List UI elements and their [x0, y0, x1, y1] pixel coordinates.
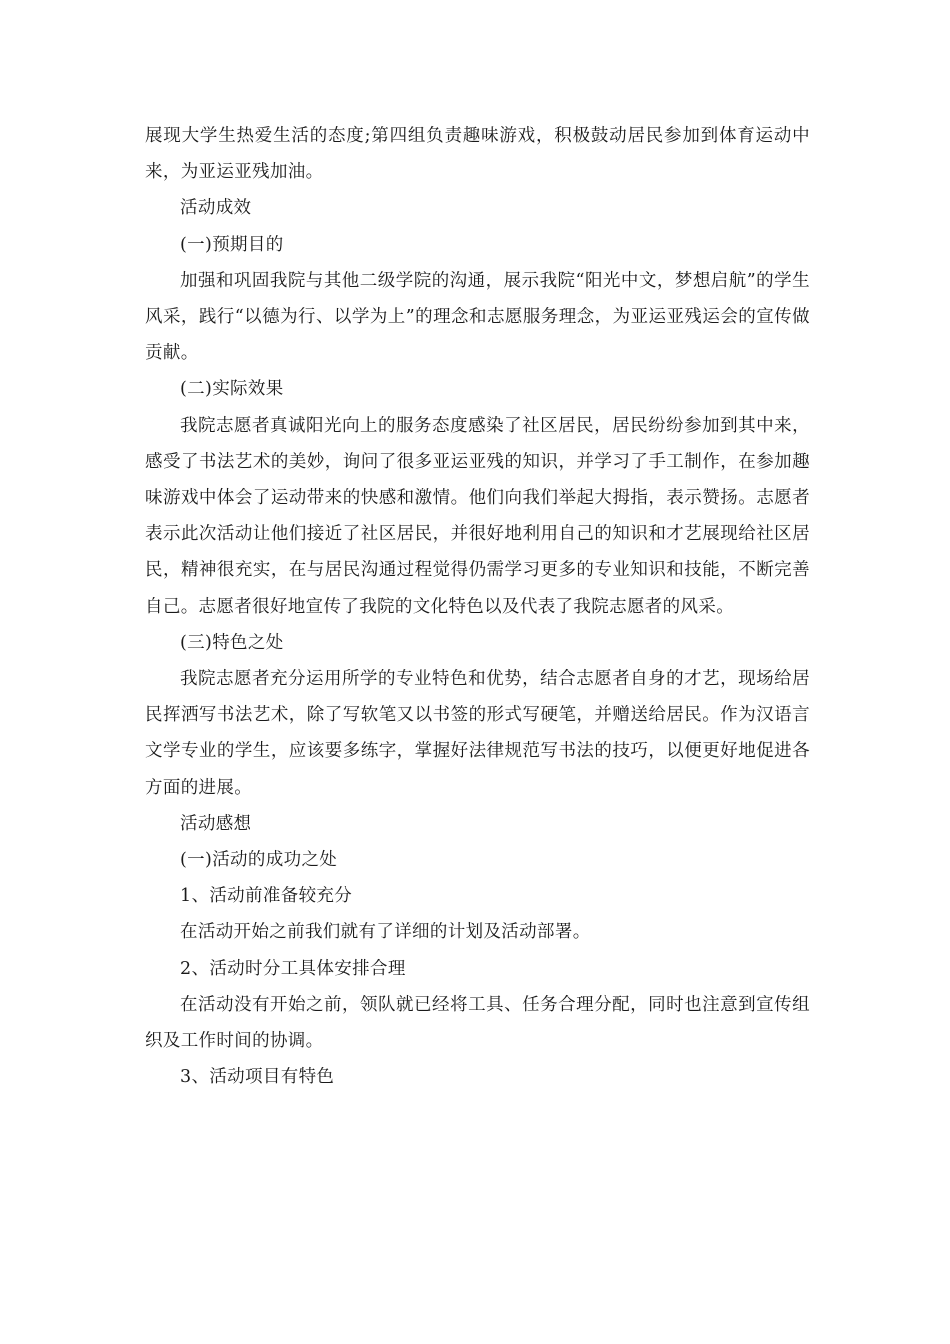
document-body: [145, 118, 810, 1095]
subheading-successes: (一)活动的成功之处: [180, 850, 338, 871]
section-heading-results: 活动成效: [180, 198, 252, 219]
list-item-1-text: 在活动开始之前我们就有了详细的计划及活动部署。: [180, 922, 591, 943]
subheading-actual-effect: (二)实际效果: [180, 379, 284, 400]
section-heading-reflections: 活动感想: [180, 813, 252, 834]
list-item-2-text: 在活动没有开始之前，领队就已经将工具、任务合理分配，同时也注意到宣传组织及工作时间的协调。: [145, 994, 810, 1052]
subheading-expected-goal: (一)预期目的: [180, 234, 284, 255]
paragraph-actual-effect: 我院志愿者真诚阳光向上的服务态度感染了社区居民，居民纷纷参加到其中来，感受了书法艺术的美妙，询问了很多亚运亚残的知识，并学习了手工制作，在参加趣味游戏中体会了运动带来的快感和激情。他们向我们举起大拇指，表示赞扬。志愿者表示此次活动让他们接近了社区居民，并很好地利用自己的知识和才艺展现给社区居民，精神很充实，在与居民沟通过程觉得仍需学习更多的专业知识和技能，不断完善自己。志愿者很好地宣传了我院的文化特色以及代表了我院志愿者的风采。: [145, 415, 810, 617]
list-item-2-heading: 2、活动时分工具体安排合理: [180, 958, 406, 979]
list-item-1-heading: 1、活动前准备较充分: [180, 886, 353, 907]
paragraph-expected-goal: 加强和巩固我院与其他二级学院的沟通，展示我院“阳光中文，梦想启航”的学生风采，践行“以德为行、以学为上”的理念和志愿服务理念，为亚运亚残运会的宣传做贡献。: [145, 270, 810, 364]
paragraph-continuation: 展现大学生热爱生活的态度;第四组负责趣味游戏，积极鼓动居民参加到体育运动中来，为亚运亚残加油。: [145, 126, 810, 183]
paragraph-features: 我院志愿者充分运用所学的专业特色和优势，结合志愿者自身的才艺，现场给居民挥洒写书法艺术，除了写软笔又以书签的形式写硬笔，并赠送给居民。作为汉语言文学专业的学生，应该要多练字，掌握好法律规范写书法的技巧，以便更好地促进各方面的进展。: [145, 669, 810, 798]
subheading-features: (三)特色之处: [180, 632, 284, 653]
list-item-3-heading: 3、活动项目有特色: [180, 1067, 335, 1088]
